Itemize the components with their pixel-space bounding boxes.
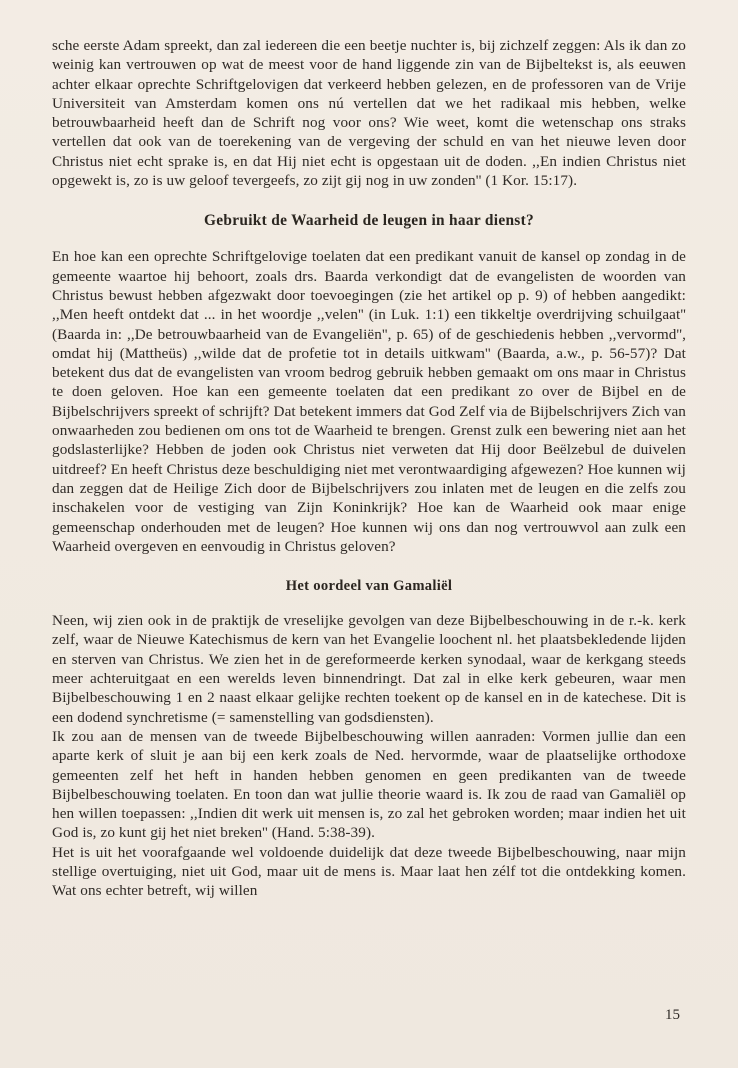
section-heading-second: Het oordeel van Gamaliël xyxy=(285,578,453,595)
text-column xyxy=(52,36,686,901)
paragraph-opening: sche eerste Adam spreekt, dan zal iedereen die een beetje nuchter is, bij zichzelf zeggen: Als ik dan zo weinig kan vertrouwen op wat de meest voor de hand liggende zin van de Bijbeltekst is, als eeuwen achter elkaar oprechte Schriftgelovigen dat verkeerd hebben gelezen, en de professoren van de Vrije Universiteit van Amsterdam komen ons nú vertellen dat we het radikaal mis hebben, welke betrouwbaarheid heeft dan de Schrift nog voor ons? Wie weet, komt die wetenschap ons straks vertellen dat ook van de toerekening van de vergeving der schuld en van het nieuwe leven door Christus niet echt sprake is, en dat Hij niet echt is opgestaan uit de doden. ,,En indien Christus niet opgewekt is, zo is uw geloof tevergeefs, zo zijt gij nog in uw zonden'' (1 Kor. 15:17). xyxy=(52,37,686,190)
paragraph-section-two-2: Ik zou aan de mensen van de tweede Bijbelbeschouwing willen aanraden: Vormen jullie dan een aparte kerk of sluit je aan bij een kerk zoals de Ned. hervormde, waar de plaatselijke orthodoxe gemeenten zelf het heft in handen hebben genomen en geen predikanten van de tweede Bijbelbeschouwing toelaten. En toon dan wat jullie theorie waard is. Ik zou de raad van Gamaliël op hen willen toepassen: ,,Indien dit werk uit mensen is, zo zal het gebroken worden; maar indien het uit God is, zo kunt gij het niet breken'' (Hand. 5:38-39). xyxy=(52,727,686,842)
section-heading-first: Gebruikt de Waarheid de leugen in haar dienst? xyxy=(203,212,535,230)
paragraph-section-one-1: En hoe kan een oprechte Schriftgelovige toelaten dat een predikant vanuit de kansel op zondag in de gemeente waartoe hij behoort, zoals drs. Baarda verkondigt dat de evangelisten de woorden van Christus bewust hebben afgezwakt door toevoegingen (zie het artikel op p. 9) of hebben aangedikt: ,,Men heeft ontdekt dat ... in het woordje ,,velen'' (in Luk. 1:1) een tikkeltje overdrijving schuilgaat'' (Baarda in: ,,De betrouwbaarheid van de Evangeliën'', p. 65) of de geschiedenis hebben ,,vervormd'', omdat hij (Mattheüs) ,,wilde dat de profetie tot in details uitkwam'' (Baarda, a.w., p. 56-57)? Dat betekent dus dat de evangelisten van vroom bedrog gebruik hebben gemaakt om ons maar in Christus te doen geloven. Hoe kan een gemeente toelaten dat een predikant zo over de Bijbel en de Bijbelschrijvers spreekt of schrijft? Dat betekent immers dat God Zelf via de Bijbelschrijvers Zich van onwaarheden zou bedienen om ons tot de Waarheid te brengen. Grenst zulk een bewering niet aan het godslasterlijke? Hebben de joden ook Christus niet verweten dat Hij door Beëlzebul de duivelen uitdreef? En heeft Christus deze beschuldiging niet met verontwaardiging afgewezen? Hoe kunnen wij dan zeggen dat de Heilige Zich door de Bijbelschrijvers zou inlaten met de leugen en die zelfs zou inschakelen voor de vestiging van Zijn Koninkrijk? Hoe kan de Waarheid ook maar enige gemeenschap onderhouden met de leugen? Hoe kunnen wij ons dan nog vertrouwvol aan zulk een Waarheid overgeven en eenvoudig in Christus geloven? xyxy=(52,248,686,555)
page-number: 15 xyxy=(665,1007,680,1023)
paragraph-section-two-3: Het is uit het voorafgaande wel voldoende duidelijk dat deze tweede Bijbelbeschouwing, naar mijn stellige overtuiging, niet uit God, maar uit de mens is. Maar laat hen zélf tot die ontdekking komen. Wat ons echter betreft, wij willen xyxy=(52,843,686,900)
paragraph-section-two-1: Neen, wij zien ook in de praktijk de vreselijke gevolgen van deze Bijbelbeschouwing in de r.-k. kerk zelf, waar de Nieuwe Katechismus de kern van het Evangelie loochent nl. het plaatsbekledende lijden en sterven van Christus. We zien het in de gereformeerde kerken synodaal, waar de kerkgang steeds meer achteruitgaat en een werelds leven binnendringt. Dat zal in elke kerk gebeuren, waar men Bijbelbeschouwing 1 en 2 naast elkaar gelijke rechten toekent op de kansel en in de katechese. Dit is een dodend synchretisme (= samenstelling van godsdiensten). xyxy=(52,612,686,726)
